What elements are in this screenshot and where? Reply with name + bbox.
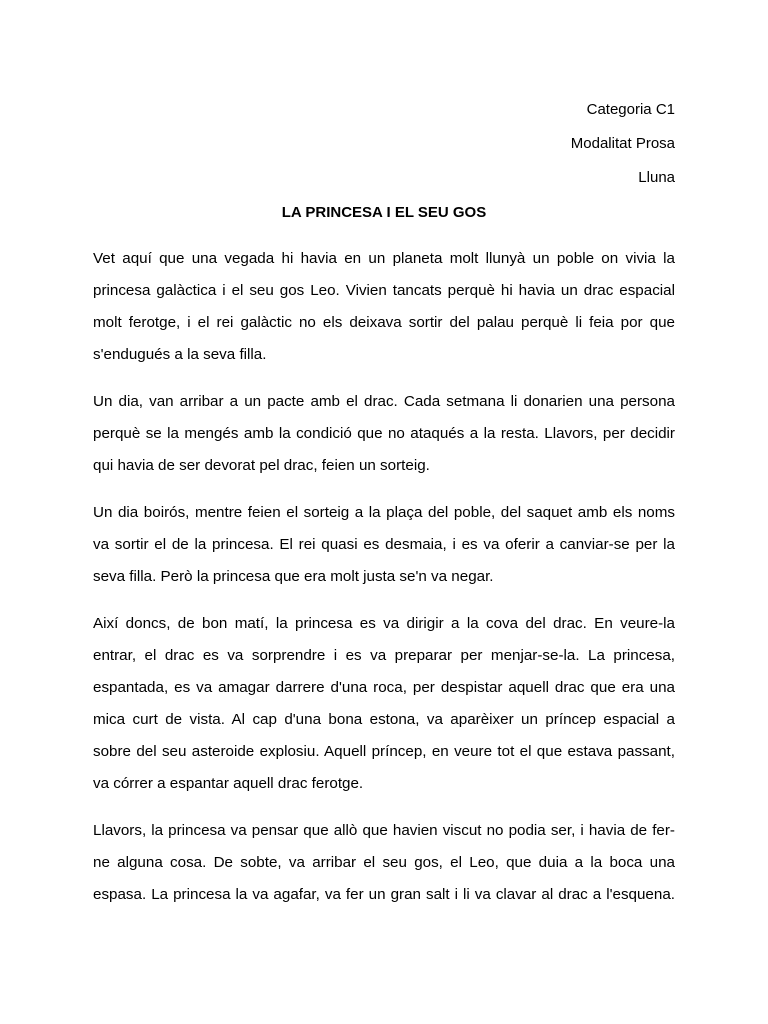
story-line: qui havia de ser devorat pel drac, feien un sorteig. <box>93 457 430 474</box>
story-line: Llavors, la princesa va pensar que allò que havien viscut no podia ser, i havia de fer- <box>93 822 675 839</box>
story-line: Un dia, van arribar a un pacte amb el drac. Cada setmana li donarien una persona <box>93 393 675 410</box>
story-paragraph <box>93 497 675 593</box>
story-line: mica curt de vista. Al cap d'una bona estona, va aparèixer un príncep espacial a <box>93 711 675 728</box>
story-line: s'endugués a la seva filla. <box>93 346 267 363</box>
author-label: Lluna <box>638 169 675 186</box>
story-line: Així doncs, de bon matí, la princesa es va dirigir a la cova del drac. En veure-la <box>93 615 675 632</box>
story-line: Vet aquí que una vegada hi havia en un planeta molt llunyà un poble on vivia la <box>93 250 675 267</box>
story-paragraph <box>93 815 675 911</box>
modality-label: Modalitat Prosa <box>570 135 675 152</box>
story-line: va córrer a espantar aquell drac ferotge. <box>93 775 364 792</box>
story-paragraph <box>93 243 675 371</box>
story-line: princesa galàctica i el seu gos Leo. Vivien tancats perquè hi havia un drac espacial <box>93 282 675 299</box>
story-line: espasa. La princesa la va agafar, va fer un gran salt i li va clavar al drac a l'esquena. <box>93 886 675 903</box>
story-title: LA PRINCESA I EL SEU GOS <box>281 204 487 221</box>
story-line: sobre del seu asteroide explosiu. Aquell príncep, en veure tot el que estava passant, <box>93 743 675 760</box>
story-paragraph <box>93 608 675 800</box>
story-line: va sortir el de la princesa. El rei quasi es desmaia, i es va oferir a canviar-se per la <box>93 536 675 553</box>
story-line: molt ferotge, i el rei galàctic no els deixava sortir del palau perquè li feia por que <box>93 314 675 331</box>
category-label: Categoria C1 <box>586 101 675 118</box>
story-line: perquè se la mengés amb la condició que no ataqués a la resta. Llavors, per decidir <box>93 425 675 442</box>
story-body <box>93 243 675 926</box>
story-line: ne alguna cosa. De sobte, va arribar el seu gos, el Leo, que duia a la boca una <box>93 854 675 871</box>
story-line: Un dia boirós, mentre feien el sorteig a la plaça del poble, del saquet amb els noms <box>93 504 675 521</box>
story-line: entrar, el drac es va sorprendre i es va preparar per menjar-se-la. La princesa, <box>93 647 675 664</box>
story-line: espantada, es va amagar darrere d'una roca, per despistar aquell drac que era una <box>93 679 675 696</box>
story-line: seva filla. Però la princesa que era molt justa se'n va negar. <box>93 568 494 585</box>
story-paragraph <box>93 386 675 482</box>
